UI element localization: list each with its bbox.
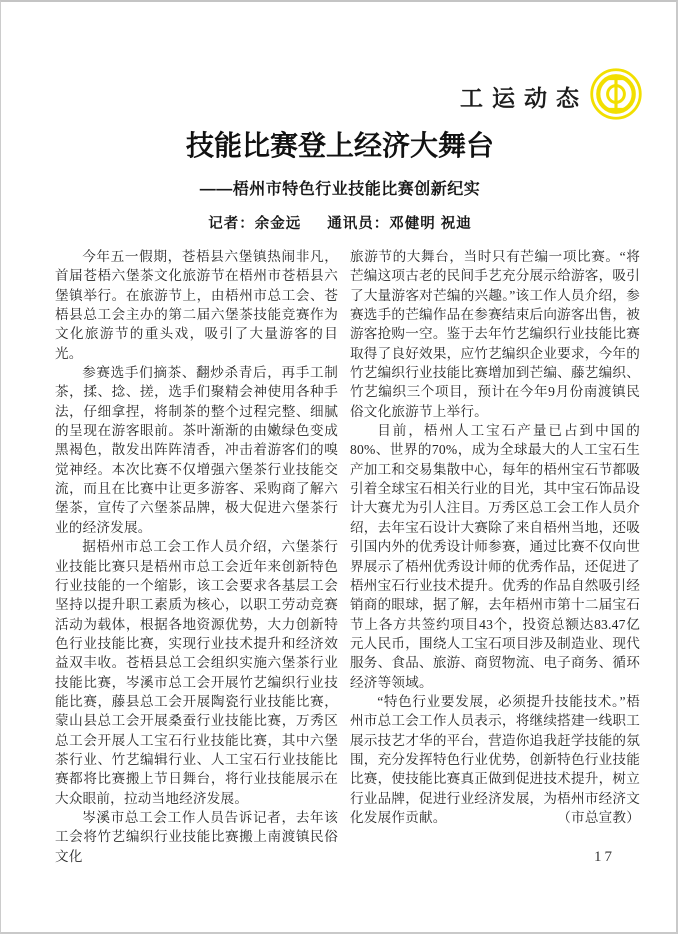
byline-reporter: 记者：余金远 [208, 216, 302, 232]
page-number: 17 [594, 849, 615, 865]
byline [0, 212, 680, 233]
paragraph: “特色行业要发展，必须提升技能技术。”梧州市总工会工作人员表示，将继续搭建一线职工展示技艺才华的平台，营造你追我赶学技能的氛围，充分发挥特色行业优势，创新特色行业技能比赛，使技能比赛真正做到促进技术提升，树立行业品牌，促进行业经济发展，为梧州市经济文化发展作贡献。 [350, 693, 640, 825]
paragraph: 参赛选手们摘茶、翻炒杀青后，再手工制茶，揉、捻、搓，选手们聚精会神使用各种手法，仔细拿捏，将制茶的整个过程完整、细腻的呈现在游客眼前。茶叶渐渐的由嫩绿色变成黑褐色，散发出阵阵清香，冲击着游客们的嗅觉神经。本次比赛不仅增强六堡茶行业技能交流，而且在比赛中让更多游客、采购商了解六堡茶，宣传了六堡茶品牌，极大促进六堡茶行业的经济发展。 [55, 365, 338, 535]
attribution: （市总宣教） [557, 809, 640, 825]
masthead-title: 工运动态 [460, 85, 588, 111]
paragraph-continuation: 旅游节的大舞台，当时只有芒编一项比赛。“将芒编这项古老的民间手艺充分展示给游客，吸引了大量游客对芒编的兴趣。”该工作人员介绍，参赛选手的芒编作品在参赛结束后向游客出售，被游客抢购一空。鉴于去年竹艺编织行业技能比赛取得了良好效果，应竹艺编织企业要求，今年的竹艺编织行业技能比赛增加到芒编、藤艺编织、竹艺编织三个项目，预计在今年9月份南渡镇民俗文化旅游节上举行。 [350, 249, 640, 419]
article-body [55, 247, 640, 866]
right-column [350, 247, 640, 866]
paragraph: 据梧州市总工会工作人员介绍，六堡茶行业技能比赛只是梧州市总工会近年来创新特色行业技能的一个缩影，该工会要求各基层工会坚持以提升职工素质为核心，以职工劳动竞赛活动为载体，根据各地资源优势，大力创新特色行业技能比赛，实现行业技术提升和经济效益双丰收。苍梧县总工会组织实施六堡茶行业技能比赛，岑溪市总工会开展竹艺编织行业技能比赛，藤县总工会开展陶瓷行业技能比赛，蒙山县总工会开展桑蚕行业技能比赛，万秀区总工会开展人工宝石行业技能比赛，其中六堡茶行业、竹艺编辑行业、人工宝石行业技能比赛都将比赛搬上节日舞台，将行业技能展示在大众眼前，拉动当地经济发展。 [55, 539, 338, 806]
masthead [460, 66, 644, 122]
trade-union-emblem-icon [588, 66, 644, 122]
byline-correspondent: 通讯员：邓健明 祝迪 [327, 216, 472, 232]
paragraph: 岑溪市总工会工作人员告诉记者，去年该工会将竹艺编织行业技能比赛搬上南渡镇民俗文化 [55, 809, 338, 864]
paragraph: 今年五一假期，苍梧县六堡镇热闹非凡，首届苍梧六堡茶文化旅游节在梧州市苍梧县六堡镇举行。在旅游节上，由梧州市总工会、苍梧县总工会主办的第二届六堡茶技能竞赛作为文化旅游节的重头戏，吸引了大量游客的目光。 [55, 249, 338, 361]
article-subtitle: ——梧州市特色行业技能比赛创新纪实 [199, 181, 481, 198]
paragraph: 目前，梧州人工宝石产量已占到中国的80%、世界的70%，成为全球最大的人工宝石生产加工和交易集散中心，每年的梧州宝石节都吸引着全球宝石相关行业的目光，其中宝石饰品设计大赛尤为引人注目。万秀区总工会工作人员介绍，去年宝石设计大赛除了来自梧州当地，还吸引国内外的优秀设计师参赛，通过比赛不仅向世界展示了梧州优秀设计师的优秀作品，还促进了梧州宝石行业技术提升。优秀的作品自然吸引经销商的眼球，据了解，去年梧州市第十二届宝石节上各方共签约项目43个，投资总额达83.47亿元人民币，围绕人工宝石项目涉及制造业、现代服务、食品、旅游、商贸物流、电子商务、循环经济等领域。 [350, 423, 640, 690]
article-title: 技能比赛登上经济大舞台 [185, 131, 494, 162]
left-column [55, 247, 338, 866]
